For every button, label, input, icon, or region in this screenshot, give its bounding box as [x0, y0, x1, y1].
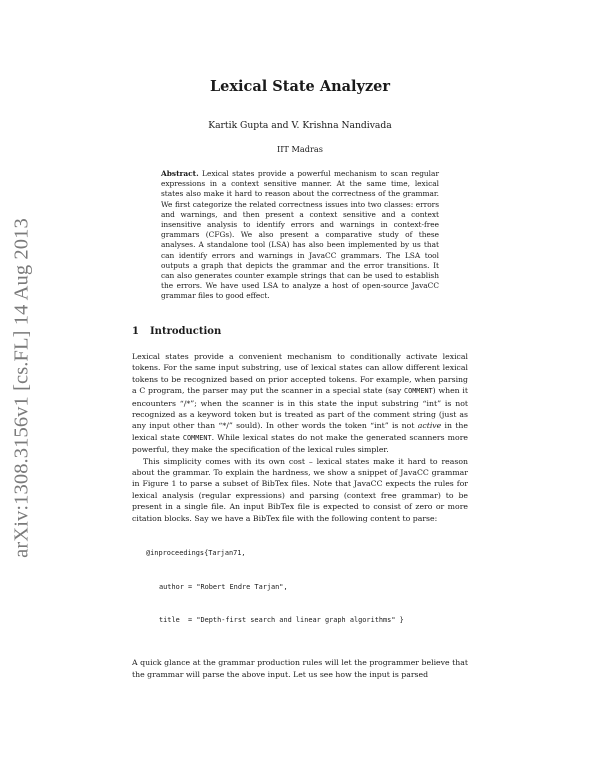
code-line-1: @inproceedings{Tarjan71, [146, 548, 246, 557]
paragraph-1-text-b: ) when it encounters “/*”; when the scanner is in this state the input substring “int” is not recognized as a keyword token but is treated as part of the comment string (just as any input other than “*/” sould). In other words the token “int” is not [132, 386, 468, 431]
paragraph-3: A quick glance at the grammar production rules will let the programmer believe that the grammar will parse the above input. Let us see how the input is parsed [132, 658, 468, 679]
paragraph-1-text-c: in the lexical state [132, 421, 469, 442]
paper-affiliation: IIT Madras [276, 144, 324, 154]
abstract-label: Abstract. [161, 169, 199, 178]
inline-code-comment: COMMENT [404, 387, 433, 396]
paragraph-1 [132, 351, 468, 456]
section-title: Introduction [150, 326, 222, 337]
arxiv-identifier: arXiv:1308.3156v1 [cs.FL] 14 Aug 2013 [10, 218, 33, 558]
paragraph-2: This simplicity comes with its own cost – lexical states make it hard to reason about the grammar. To explain the hardness, we show a snippet of JavaCC grammar in Figure 1 to parse a subset of BibTex files. Note that JavaCC expects the rules for lexical analysis (regular expressions) and parsing (context free grammar) to be present in a single file. An input BibTex file is expected to consist of zero or more citation blocks. Say we have a BibTex file with the following content to parse: [132, 456, 468, 523]
emphasis-active: active [417, 421, 442, 431]
code-line-2: author = "Robert Endre Tarjan", [159, 582, 288, 591]
section-number: 1 [132, 326, 139, 337]
paragraph-1-text-d: . While lexical states do not make the generated scanners more powerful, they make the specification of the lexical rules simpler. [132, 432, 468, 455]
inline-code-comment: COMMENT [182, 433, 212, 442]
abstract-block [161, 169, 439, 302]
introduction-body [132, 351, 468, 680]
paper-authors: Kartik Gupta and V. Krishna Nandivada [208, 120, 392, 131]
section-heading [132, 326, 221, 337]
code-line-3: title = "Depth-first search and linear graph algorithms" } [159, 616, 404, 625]
paragraph-1-text-a: Lexical states provide a convenient mechanism to conditionally activate lexical tokens. For the same input substring, use of lexical states can allow different lexical tokens to be recognized based on prior accepted tokens. For example, when parsing a C program, the parser may put the scanner in a special state (say [132, 352, 468, 396]
paper-title: Lexical State Analyzer [209, 78, 391, 95]
abstract-text: Lexical states provide a powerful mechanism to scan regular expressions in a context sensitive manner. At the same time, lexical states also make it hard to reason about the correctness of the grammar. We first categorize the related correctness issues into two classes: errors and warnings, and then present a context sensitive and a context insensitive analysis to identify errors and warnings in context-free grammars (CFGs). We also present a comparative study of these analyses. A standalone tool (LSA) has also been implemented by us that can identify errors and warnings in JavaCC grammars. The LSA tool outputs a graph that depicts the grammar and the error transitions. It can also generates counter example strings that can be used to establish the errors. We have used LSA to analyze a host of open-source JavaCC grammar files to good effect. [161, 169, 439, 301]
bibtex-code-snippet [132, 525, 468, 649]
